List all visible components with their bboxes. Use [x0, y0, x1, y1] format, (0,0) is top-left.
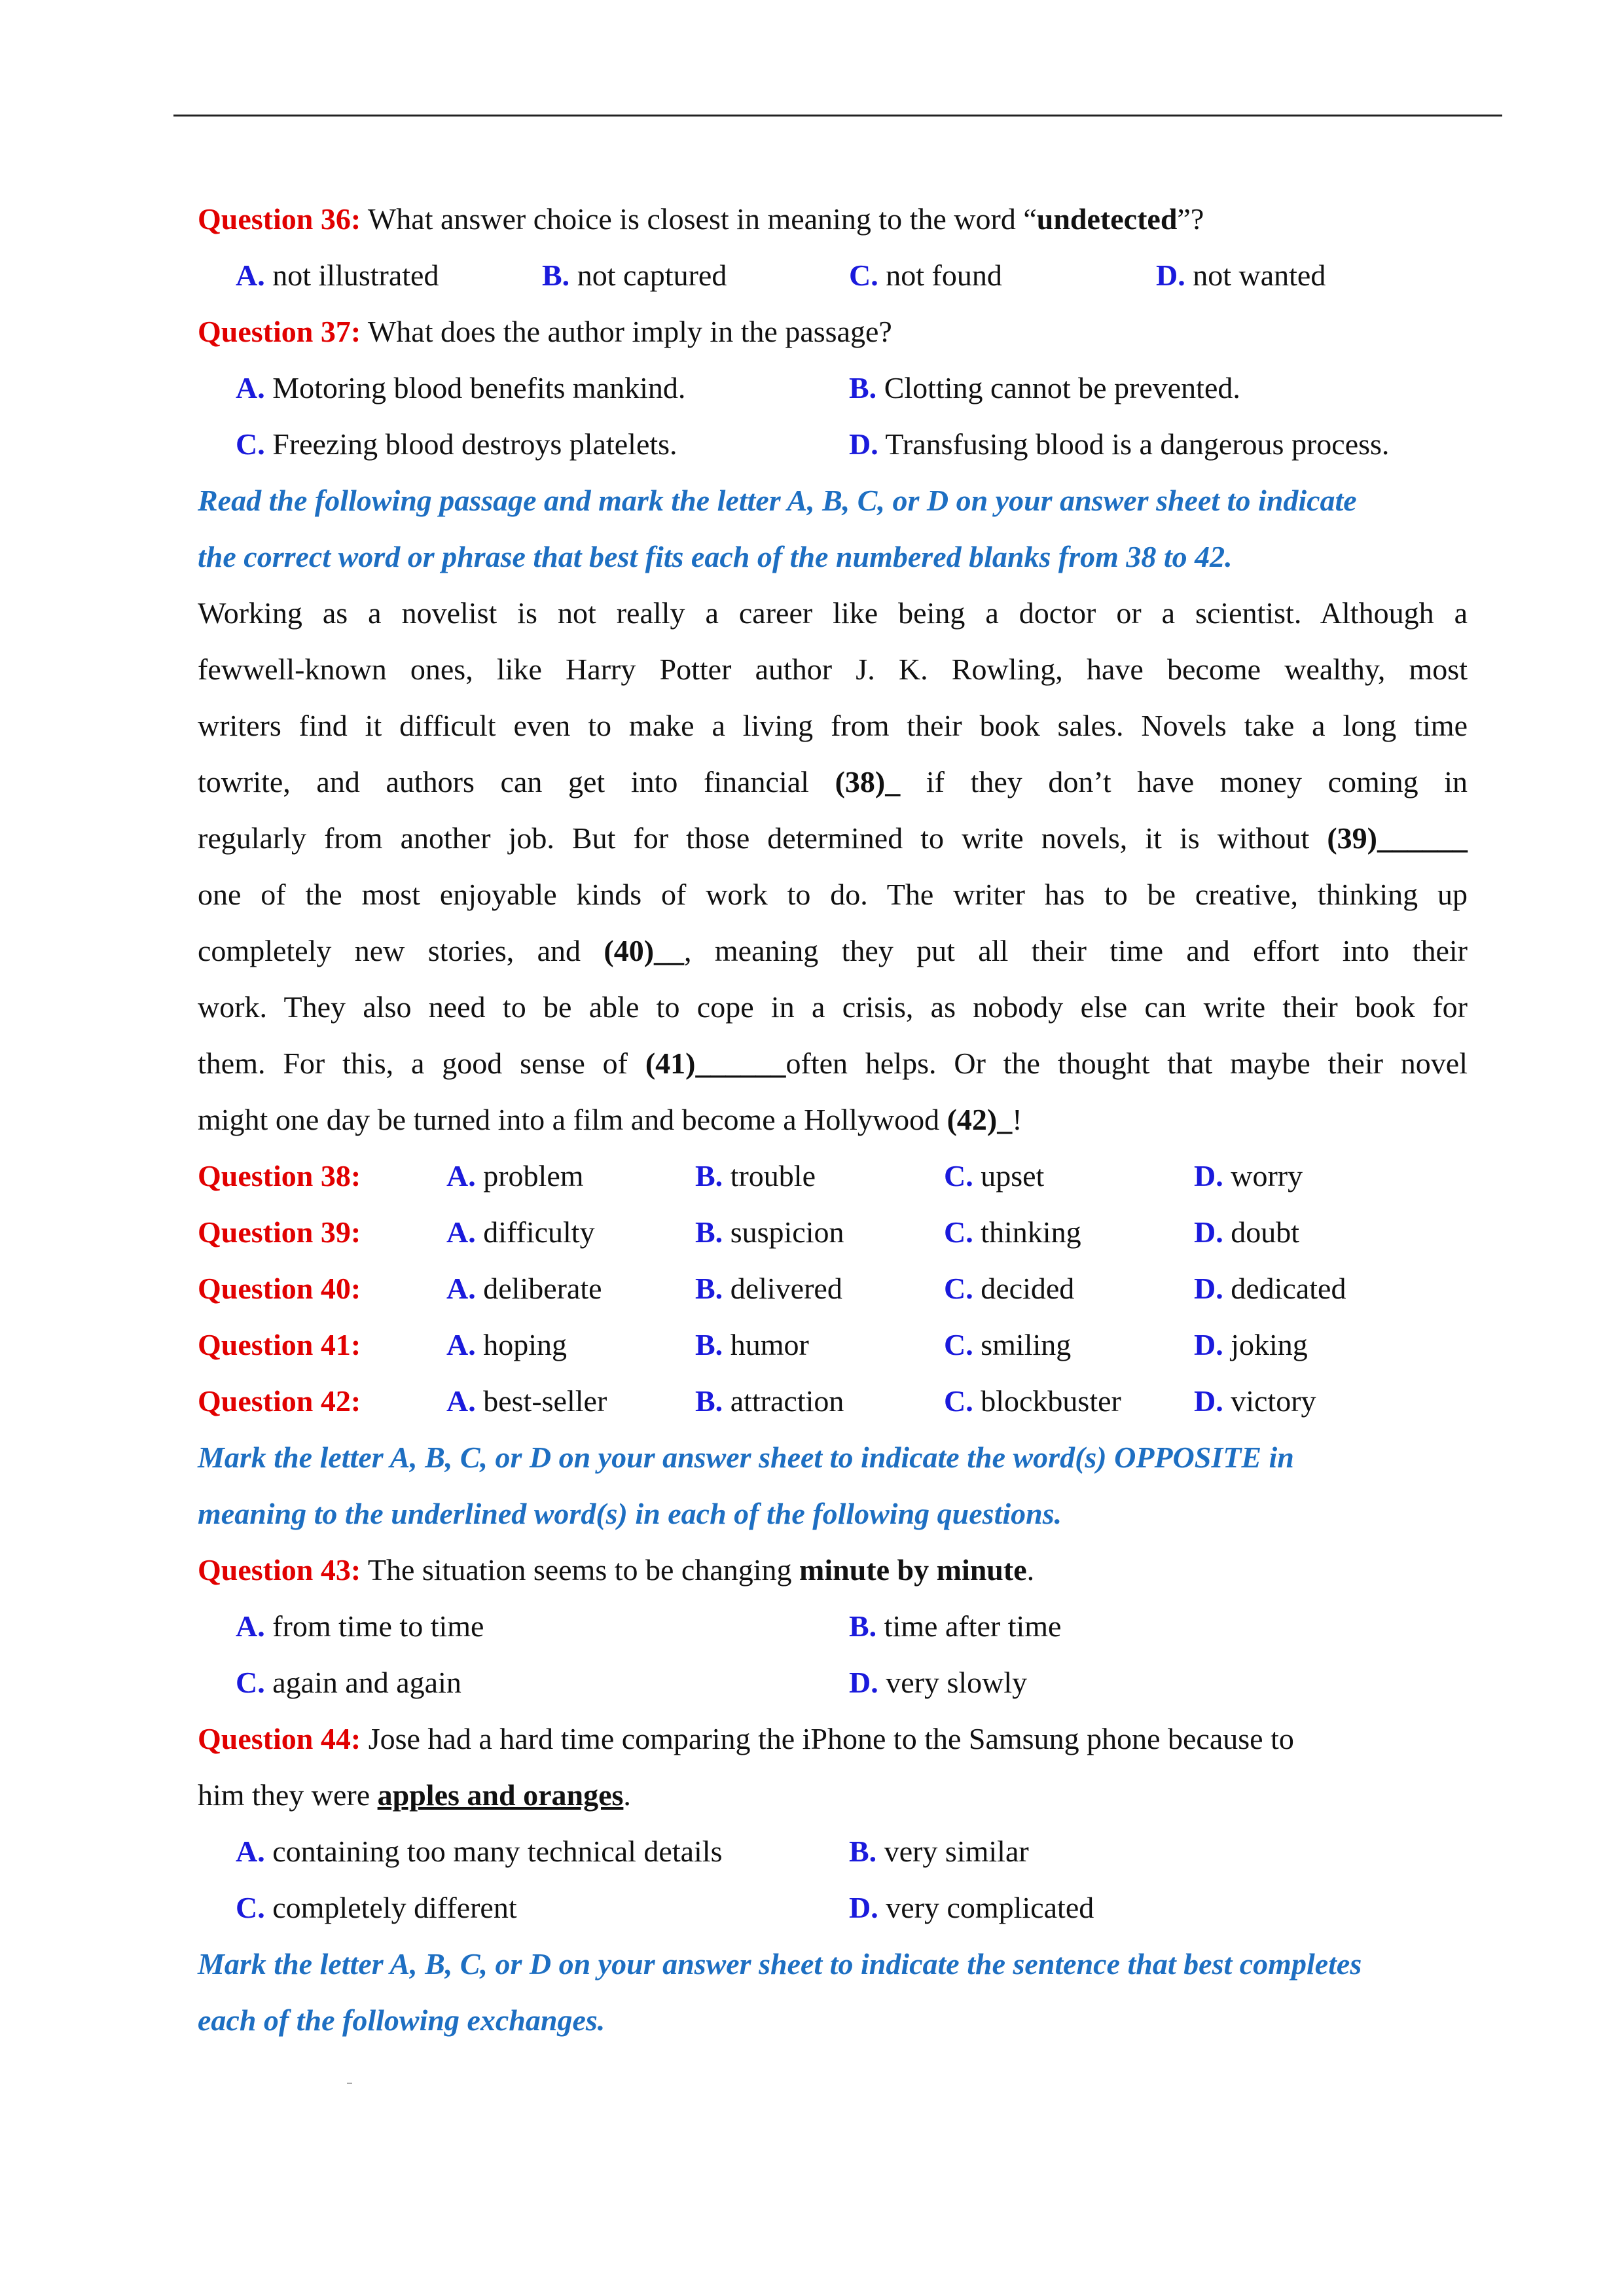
- blank-39: (39)______: [1327, 821, 1468, 855]
- question-label: Question 39:: [198, 1215, 361, 1249]
- option-a: A. Motoring blood benefits mankind.: [236, 371, 686, 404]
- passage-line: Working as a novelist is not really a career like being a doctor or a scientist. Although a: [198, 596, 1468, 630]
- question-label: Question 42:: [198, 1384, 361, 1418]
- options-43-row1: [198, 1598, 1468, 1655]
- question-42: [198, 1373, 1468, 1429]
- question-43: Question 43: The situation seems to be changing minute by minute.: [198, 1553, 1035, 1587]
- question-36: [198, 191, 1468, 247]
- option-a: A. containing too many technical details: [236, 1835, 723, 1868]
- instruction-opposite-line2: meaning to the underlined word(s) in each of the following questions.: [198, 1497, 1062, 1530]
- option-c: C. Freezing blood destroys platelets.: [236, 427, 677, 461]
- question-label: Question 37:: [198, 315, 361, 348]
- option-c: C. not found: [849, 259, 1002, 292]
- option-b: B. attraction: [695, 1384, 844, 1418]
- option-d: D. very slowly: [849, 1666, 1028, 1699]
- question-text: What does the author imply in the passage?: [367, 315, 892, 348]
- question-text: Jose had a hard time comparing the iPhone to the Samsung phone because to: [368, 1722, 1294, 1755]
- option-d: D. not wanted: [1156, 259, 1326, 292]
- exam-page: [198, 191, 1468, 2049]
- passage-line: writers find it difficult even to make a living from their book sales. Novels take a long time: [198, 709, 1468, 742]
- blank-42: (42)_: [947, 1103, 1013, 1136]
- question-text-end: ”?: [1177, 202, 1204, 236]
- option-d: D. joking: [1194, 1328, 1308, 1361]
- option-a: A. deliberate: [446, 1272, 602, 1305]
- passage-line: regularly from another job. But for those determined to write novels, it is without (39)______: [198, 821, 1468, 855]
- option-a: A. not illustrated: [236, 259, 439, 292]
- options-37-row1: [198, 360, 1468, 416]
- option-a: A. from time to time: [236, 1609, 484, 1643]
- option-a: A. problem: [446, 1159, 584, 1193]
- option-c: C. decided: [944, 1272, 1075, 1305]
- options-44-row2: [198, 1880, 1468, 1936]
- option-b: B. delivered: [695, 1272, 842, 1305]
- option-d: D. worry: [1194, 1159, 1303, 1193]
- option-c: C. blockbuster: [944, 1384, 1121, 1418]
- instruction-cloze-line1: Read the following passage and mark the letter A, B, C, or D on your answer sheet to indicate: [198, 484, 1357, 517]
- option-d: D. Transfusing blood is a dangerous process.: [849, 427, 1390, 461]
- question-label: Question 38:: [198, 1159, 361, 1193]
- option-b: B. suspicion: [695, 1215, 844, 1249]
- question-37: [198, 304, 1468, 360]
- option-b: B. humor: [695, 1328, 809, 1361]
- option-b: B. Clotting cannot be prevented.: [849, 371, 1240, 404]
- blank-38: (38)_: [835, 765, 901, 798]
- question-38: [198, 1148, 1468, 1204]
- option-b: B. time after time: [849, 1609, 1062, 1643]
- instruction-opposite-line1: Mark the letter A, B, C, or D on your answer sheet to indicate the word(s) OPPOSITE in: [198, 1441, 1294, 1474]
- option-d: D. dedicated: [1194, 1272, 1346, 1305]
- option-c: C. completely different: [236, 1891, 517, 1924]
- question-39: [198, 1204, 1468, 1261]
- scan-mark: [347, 2083, 352, 2084]
- options-43-row2: [198, 1655, 1468, 1711]
- blank-41: (41)______: [645, 1047, 786, 1080]
- option-a: A. hoping: [446, 1328, 568, 1361]
- option-a: A. best-seller: [446, 1384, 607, 1418]
- passage-line: towrite, and authors can get into financial (38)_ if they don’t have money coming in: [198, 765, 1468, 798]
- passage-line: them. For this, a good sense of (41)______often helps. Or the thought that maybe their novel: [198, 1047, 1468, 1080]
- question-label: Question 40:: [198, 1272, 361, 1305]
- question-label: Question 44:: [198, 1722, 361, 1755]
- option-c: C. thinking: [944, 1215, 1081, 1249]
- option-b: B. trouble: [695, 1159, 816, 1193]
- question-text: The situation seems to be changing: [367, 1553, 800, 1587]
- passage-line: work. They also need to be able to cope in a crisis, as nobody else can write their book for: [198, 990, 1468, 1024]
- passage-line: might one day be turned into a film and become a Hollywood (42)_!: [198, 1103, 1022, 1136]
- question-keyword: apples and oranges: [377, 1778, 624, 1812]
- header-rule: [173, 115, 1502, 117]
- question-label: Question 43:: [198, 1553, 361, 1587]
- passage-line: completely new stories, and (40)__, meaning they put all their time and effort into their: [198, 934, 1468, 967]
- question-label: Question 41:: [198, 1328, 361, 1361]
- option-d: D. doubt: [1194, 1215, 1300, 1249]
- option-d: D. victory: [1194, 1384, 1316, 1418]
- question-keyword: undetected: [1036, 202, 1178, 236]
- options-37-row2: [198, 416, 1468, 473]
- instruction-exchange-line2: each of the following exchanges.: [198, 2003, 605, 2037]
- passage-line: one of the most enjoyable kinds of work to do. The writer has to be creative, thinking up: [198, 878, 1468, 911]
- options-44-row1: [198, 1823, 1468, 1880]
- question-40: [198, 1261, 1468, 1317]
- question-text: What answer choice is closest in meaning to the word “: [367, 202, 1037, 236]
- blank-40: (40)__: [604, 934, 685, 967]
- question-keyword: minute by minute: [799, 1553, 1027, 1587]
- question-44-cont: him they were apples and oranges.: [198, 1778, 631, 1812]
- passage-line: fewwell-known ones, like Harry Potter author J. K. Rowling, have become wealthy, most: [198, 653, 1468, 686]
- option-b: B. very similar: [849, 1835, 1029, 1868]
- option-c: C. upset: [944, 1159, 1045, 1193]
- instruction-cloze-line2: the correct word or phrase that best fits each of the numbered blanks from 38 to 42.: [198, 540, 1233, 573]
- question-label: Question 36:: [198, 202, 361, 236]
- question-44: [198, 1711, 1468, 1767]
- option-b: B. not captured: [542, 259, 727, 292]
- option-d: D. very complicated: [849, 1891, 1094, 1924]
- option-c: C. again and again: [236, 1666, 461, 1699]
- instruction-exchange-line1: Mark the letter A, B, C, or D on your answer sheet to indicate the sentence that best completes: [198, 1947, 1362, 1981]
- options-36: [198, 247, 1468, 304]
- question-41: [198, 1317, 1468, 1373]
- option-a: A. difficulty: [446, 1215, 595, 1249]
- option-c: C. smiling: [944, 1328, 1072, 1361]
